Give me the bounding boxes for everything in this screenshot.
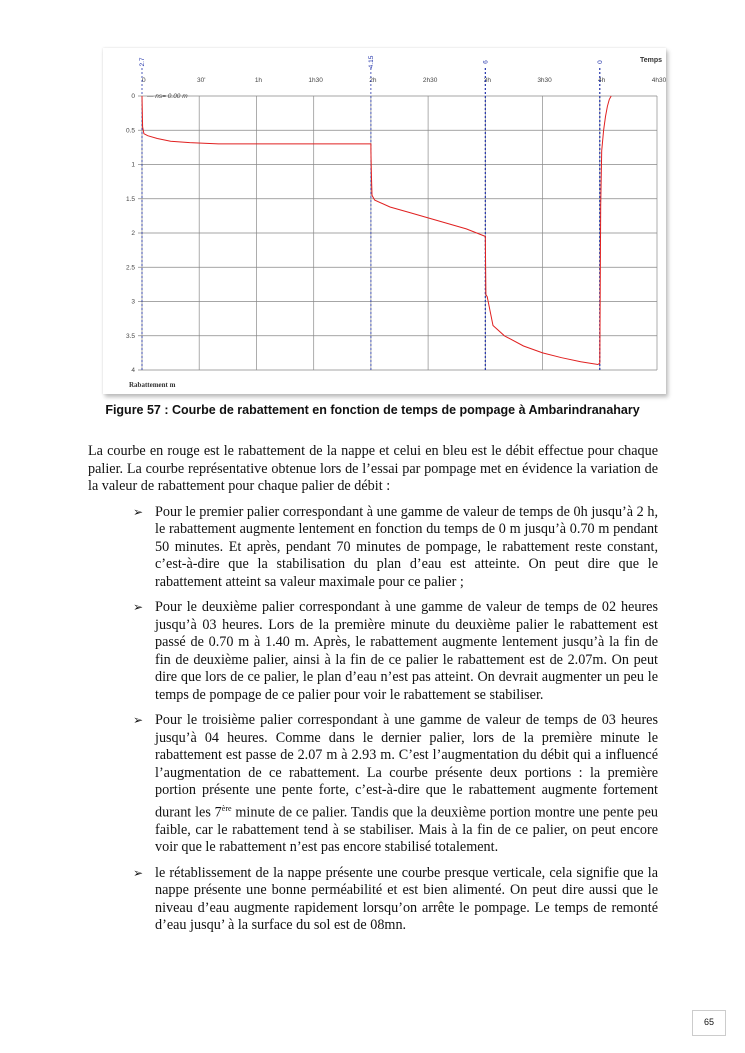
body-text <box>88 443 658 943</box>
y-tick-label: 3.5 <box>125 332 135 340</box>
drawdown-series-line <box>142 96 611 365</box>
y-tick-label: 2.5 <box>125 264 135 272</box>
y-tick-label: 1 <box>131 161 135 169</box>
flow-marker-label: 0 <box>596 60 604 64</box>
x-tick-label: 3h <box>483 77 491 84</box>
y-tick-label: 0.5 <box>125 127 135 135</box>
list-item: ➢ le rétablissement de la nappe présente une courbe presque verticale, cela signifie que la nappe présente une bonne perméabilité et est bien alimenté. On peut dire aussi que le niveau d’eau augmente rapidement lorsqu’on arrête le pompage. Le temps de remonté d’eau jusqu’ à la surface du sol est de 08mn. <box>133 864 658 934</box>
x-tick-label: 2h30 <box>422 77 438 84</box>
x-tick-label: 4h <box>598 77 606 84</box>
chart-svg <box>103 48 666 394</box>
y-tick-label: 1.5 <box>125 195 135 203</box>
x-tick-label: 1h <box>254 77 263 84</box>
flow-marker-label: 4.15 <box>367 55 375 69</box>
ns-annotation: — ns= 0.00 m <box>147 93 188 100</box>
list-item: ➢ Pour le deuxième palier correspondant à une gamme de valeur de temps de 02 heures jusqu’à 03 heures. Lors de la première minute du deuxième palier le rabattement est passé de 0.70 m à 1.40 m. Après, le rabattement augmente lentement jusqu’à la fin de fin de deuxième palier, ainsi à la fin de ce palier le rabattement est de 2.07m. On peut dire que lors de ce palier, le plan d’eau n’est pas atteint. On devrait augmenter un peu le temps de pompage de ce palier pour voir le rabattement se stabiliser. <box>133 599 658 703</box>
x-tick-label: 2h <box>369 77 377 84</box>
list-item: ➢ Pour le premier palier correspondant à une gamme de valeur de temps de 0h jusqu’à 2 h, le rabattement augmente lentement en fonction du temps de 0 m jusqu’à 0.70 m pendant 50 minutes. Et après, pendant 70 minutes de pompage, le rabattement reste constant, c’est-à-dire que la stabilisation du plan d’eau est atteinte. On peut dire que le rabattement atteint sa valeur maximale pour ce palier ; <box>133 503 658 590</box>
bullet-list <box>88 504 658 935</box>
page-number: 65 <box>692 1010 726 1036</box>
figure-caption: Figure 57 : Courbe de rabattement en fonction de temps de pompage à Ambarindranahary <box>105 403 640 417</box>
flow-marker-label: 6 <box>482 60 490 64</box>
list-item: ➢ Pour le troisième palier correspondant à une gamme de valeur de temps de 03 heures jusqu’à 04 heures. Comme dans le dernier palier, lors de la première minute le rabattement est passe de 2.07 m à 2.93 m. C’est l’augmentation du débit qui a influencé l’augmentation de ce rabattement. La courbe présente deux portions : la première portion présente une pente forte, c’est-à-dire que le rabattement augmente fortement durant les 7ère minute de ce palier. Tandis que la deuxième portion montre une pente peu faible, car le rabattement tend à se stabiliser. Mais à la fin de ce palier, on peut encore voir que le rabattement n’est pas encore stabilisé totalement. <box>133 712 658 856</box>
arrow-bullet-icon: ➢ <box>133 504 144 519</box>
x-tick-label: 3h30 <box>537 77 552 84</box>
y-tick-label: 2 <box>131 230 135 237</box>
drawdown-chart <box>103 48 666 394</box>
arrow-bullet-icon: ➢ <box>133 600 144 614</box>
x-tick-label: 1h30 <box>308 77 323 84</box>
y-tick-label: 0 <box>131 93 135 100</box>
flow-marker-label: 2.7 <box>139 57 146 67</box>
intro-paragraph: La courbe en rouge est le rabattement de la nappe et celui en bleu est le débit effectue pour chaque palier. La courbe représentative obtenue lors de l’essai par pompage met en évidence la variation de la valeur de rabattement pour chaque palier de débit : <box>88 443 658 494</box>
arrow-bullet-icon: ➢ <box>133 713 144 727</box>
y-axis-label: Rabattement m <box>129 381 176 389</box>
x-tick-label: 4h30 <box>651 77 666 84</box>
y-tick-label: 3 <box>131 298 135 306</box>
x-axis-label: Temps <box>639 57 662 64</box>
x-tick-label: 0 <box>142 77 146 84</box>
y-tick-label: 4 <box>131 367 135 374</box>
x-tick-label: 30' <box>196 77 206 84</box>
arrow-bullet-icon: ➢ <box>133 865 144 880</box>
